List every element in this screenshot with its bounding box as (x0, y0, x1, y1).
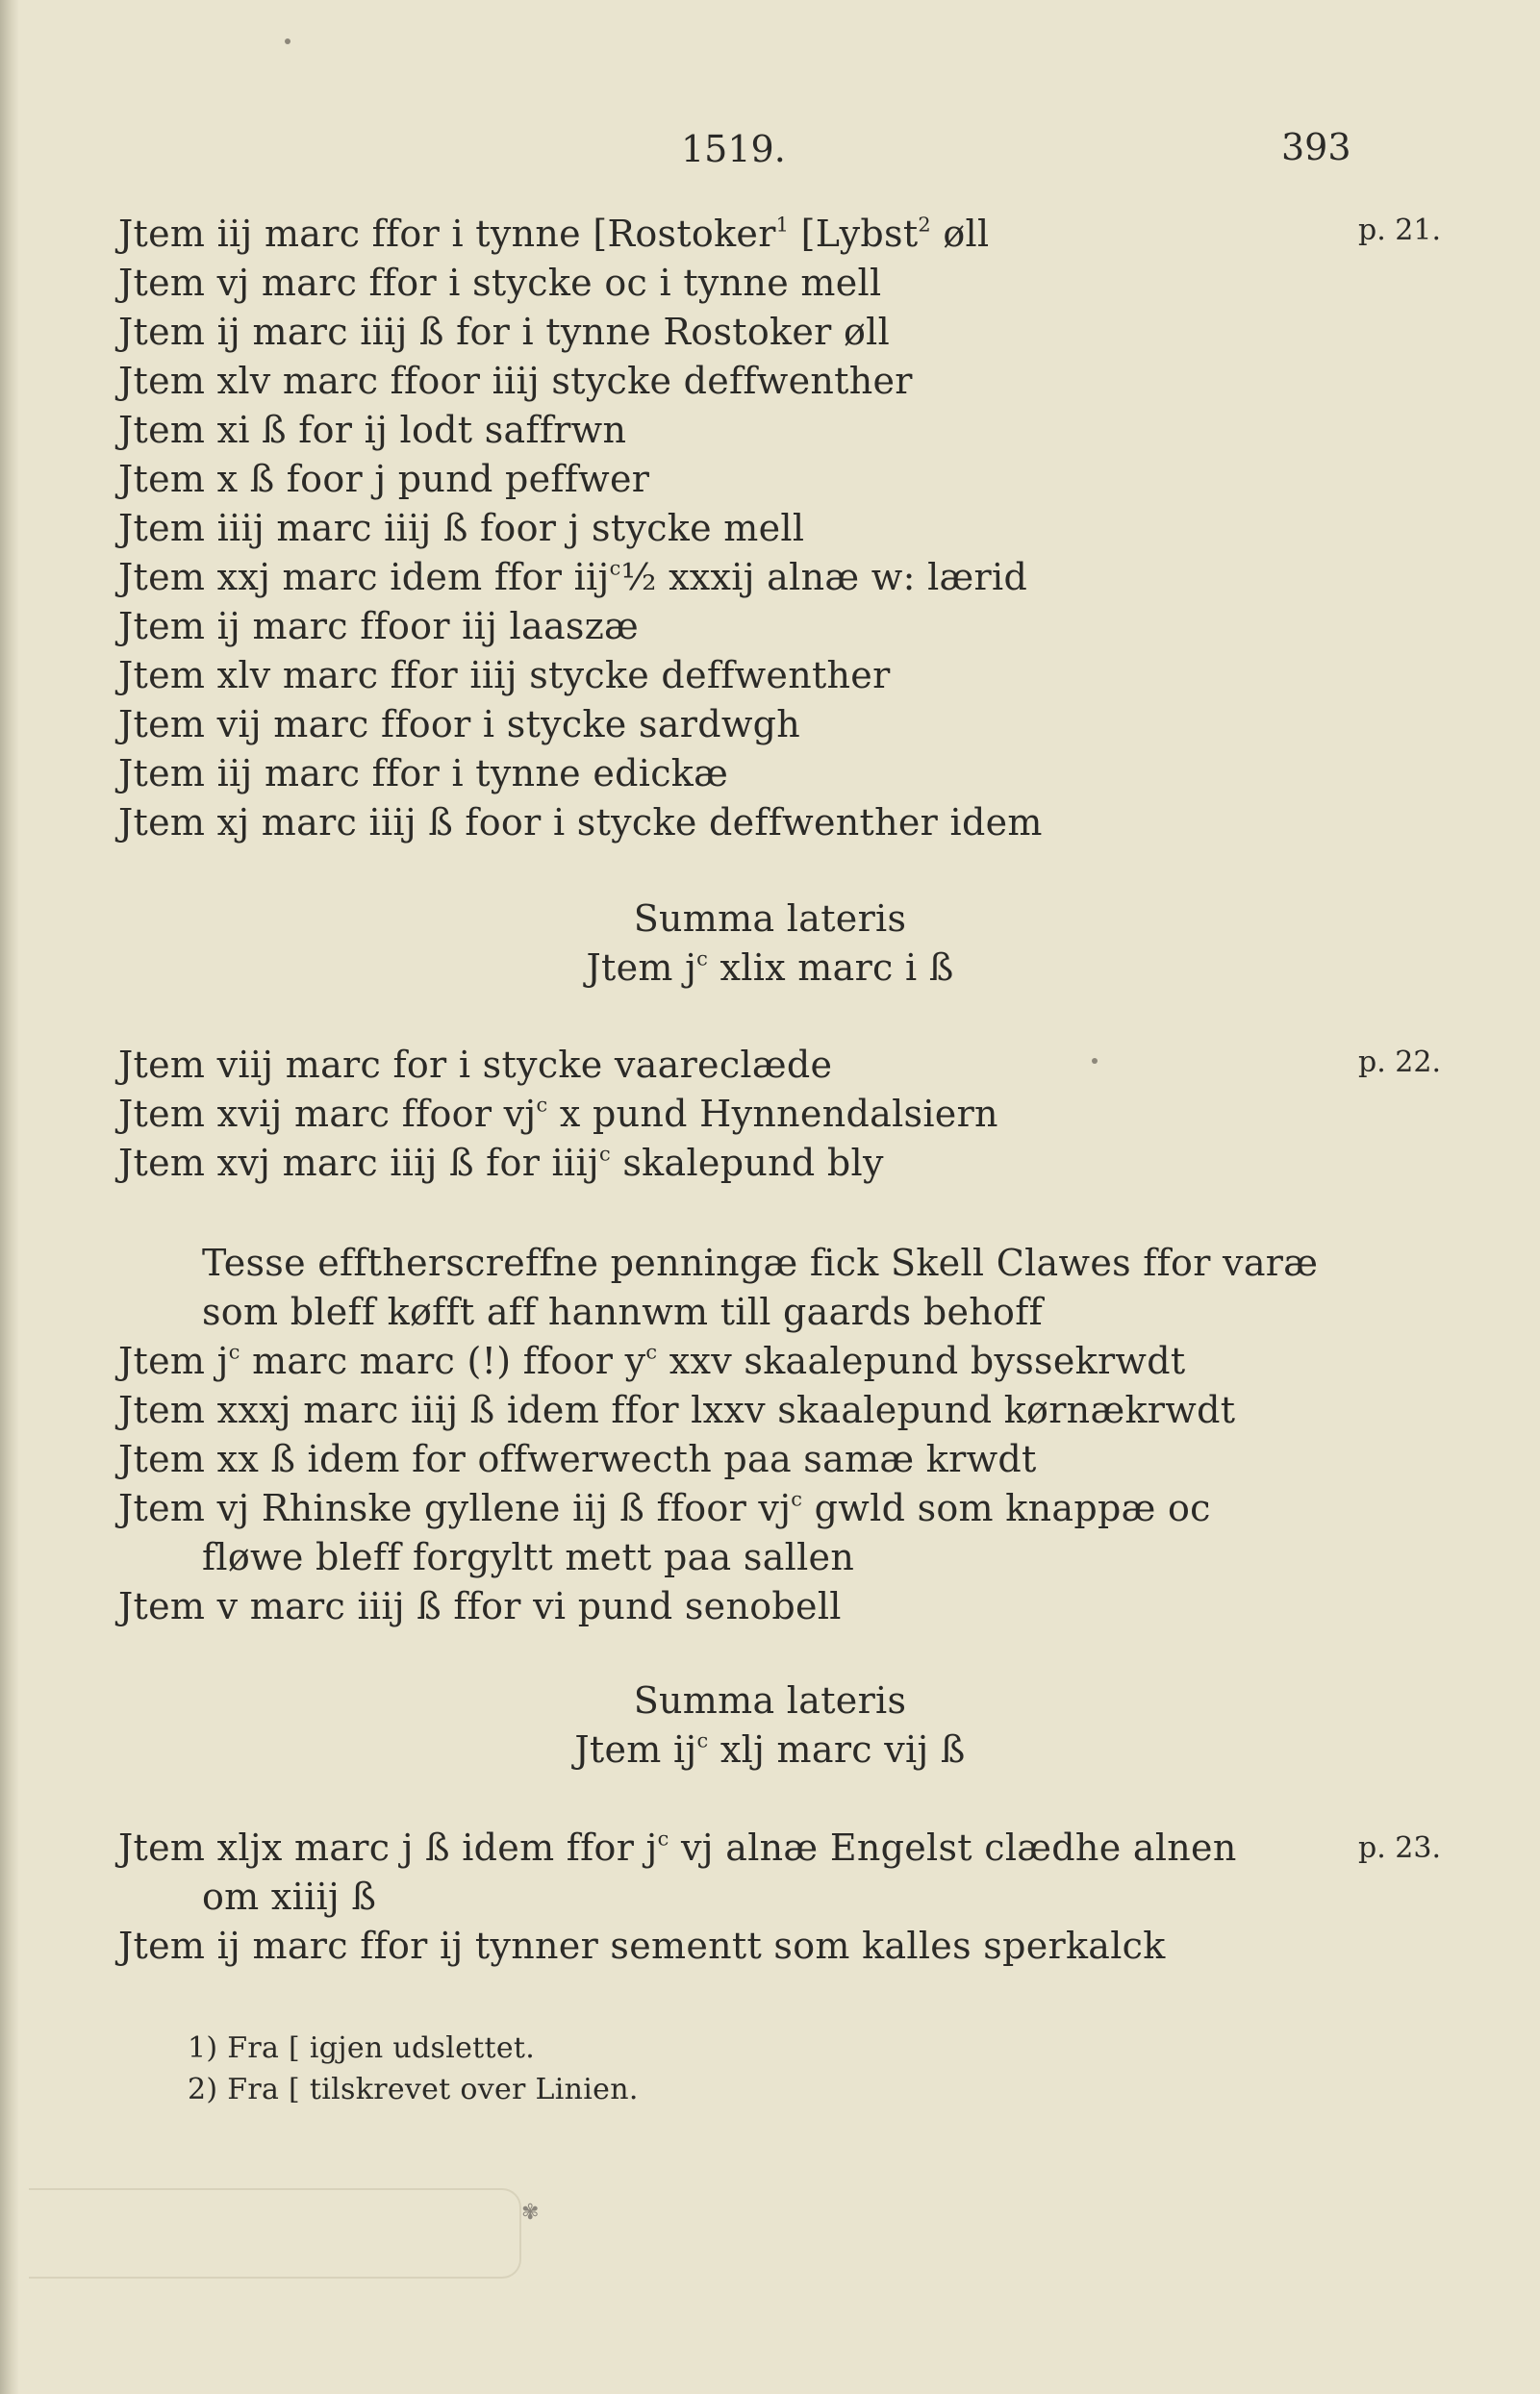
ledger-line: Jtem vj marc ffor i stycke oc i tynne mell (118, 262, 882, 304)
ledger-line: Jtem iiij marc iiij ß foor j stycke mell (118, 507, 805, 549)
ornament-icon: ✾ (521, 2201, 540, 2225)
ledger-line: Jtem vij marc ffoor i stycke sardwgh (118, 703, 801, 745)
ledger-line: Jtem viij marc for i stycke vaareclæde (118, 1044, 833, 1086)
ledger-heading-line: som bleff køfft aff hannwm till gaards behoff (202, 1291, 1043, 1333)
ledger-line: Jtem iij marc ffor i tynne edickæ (118, 752, 729, 794)
page-fold-mark (29, 2188, 521, 2279)
speck (285, 38, 290, 44)
page-year: 1519. (681, 128, 786, 170)
footnote: 2) Fra [ tilskrevet over Linien. (188, 2073, 639, 2106)
ledger-line: Jtem x ß foor j pund peffwer (118, 458, 650, 500)
margin-ref: p. 21. (1358, 214, 1441, 247)
ledger-line-cont: fløwe bleff forgyltt mett paa sallen (202, 1536, 855, 1578)
ledger-line: Jtem iij marc ffor i tynne [Rostoker$^1$ [Lybst$^2$ øll (118, 213, 990, 255)
ledger-heading-line: Tesse efftherscreffne penningæ fick Skell Clawes ffor varæ (202, 1242, 1319, 1284)
ledger-line: Jtem xlv marc ffoor iiij stycke deffwenther (118, 360, 913, 402)
ledger-line: Jtem xvj marc iiij ß for iiij$^c$ skalepund bly (118, 1142, 884, 1184)
ledger-line: Jtem xlv marc ffor iiij stycke deffwenther (118, 654, 891, 696)
speck (1092, 1058, 1098, 1064)
ledger-line: Jtem xj marc iiij ß foor i stycke deffwenther idem (118, 801, 1043, 844)
summa-label: Summa lateris (633, 1679, 907, 1722)
ledger-line: Jtem xxj marc idem ffor iij$^c$½ xxxij alnæ w: lærid (118, 556, 1028, 598)
page-edge-shadow (0, 0, 19, 2394)
ledger-line: Jtem ij marc ffor ij tynner sementt som kalles sperkalck (118, 1925, 1166, 1967)
ledger-line: Jtem v marc iiij ß ffor vi pund senobell (118, 1585, 842, 1627)
ledger-line: Jtem xvij marc ffoor $vj^c$ x pund Hynnendalsiern (118, 1093, 998, 1135)
ledger-line: Jtem ij marc iiij ß for i tynne Rostoker øll (118, 311, 891, 353)
summa-total: Jtem $ij^c$ xlj marc vij ß (574, 1728, 966, 1771)
ledger-line: Jtem $j^c$ marc marc (!) ffoor $y^c$ xxv skaalepund byssekrwdt (118, 1340, 1186, 1382)
ledger-line: Jtem vj Rhinske gyllene iij ß ffoor $vj^c$ gwld som knappæ oc (118, 1487, 1211, 1529)
ledger-line-cont: om xiiij ß (202, 1876, 377, 1918)
ledger-line: Jtem xljx marc j ß idem ffor $j^c$ vj alnæ Engelst clædhe alnen (118, 1827, 1237, 1869)
ledger-line: Jtem ij marc ffoor iij laaszæ (118, 605, 640, 647)
ledger-line: Jtem xx ß idem for offwerwecth paa samæ krwdt (118, 1438, 1037, 1480)
ledger-line: Jtem xxxj marc iiij ß idem ffor lxxv skaalepund kørnækrwdt (118, 1389, 1236, 1431)
summa-label: Summa lateris (633, 897, 907, 940)
margin-ref: p. 22. (1358, 1046, 1441, 1079)
ledger-line: Jtem xi ß for ij lodt saffrwn (118, 409, 627, 451)
margin-ref: p. 23. (1358, 1831, 1441, 1865)
footnote: 1) Fra [ igjen udslettet. (188, 2031, 536, 2065)
page-number: 393 (1281, 126, 1351, 168)
summa-total: Jtem $j^c$ xlix marc i ß (586, 946, 954, 989)
